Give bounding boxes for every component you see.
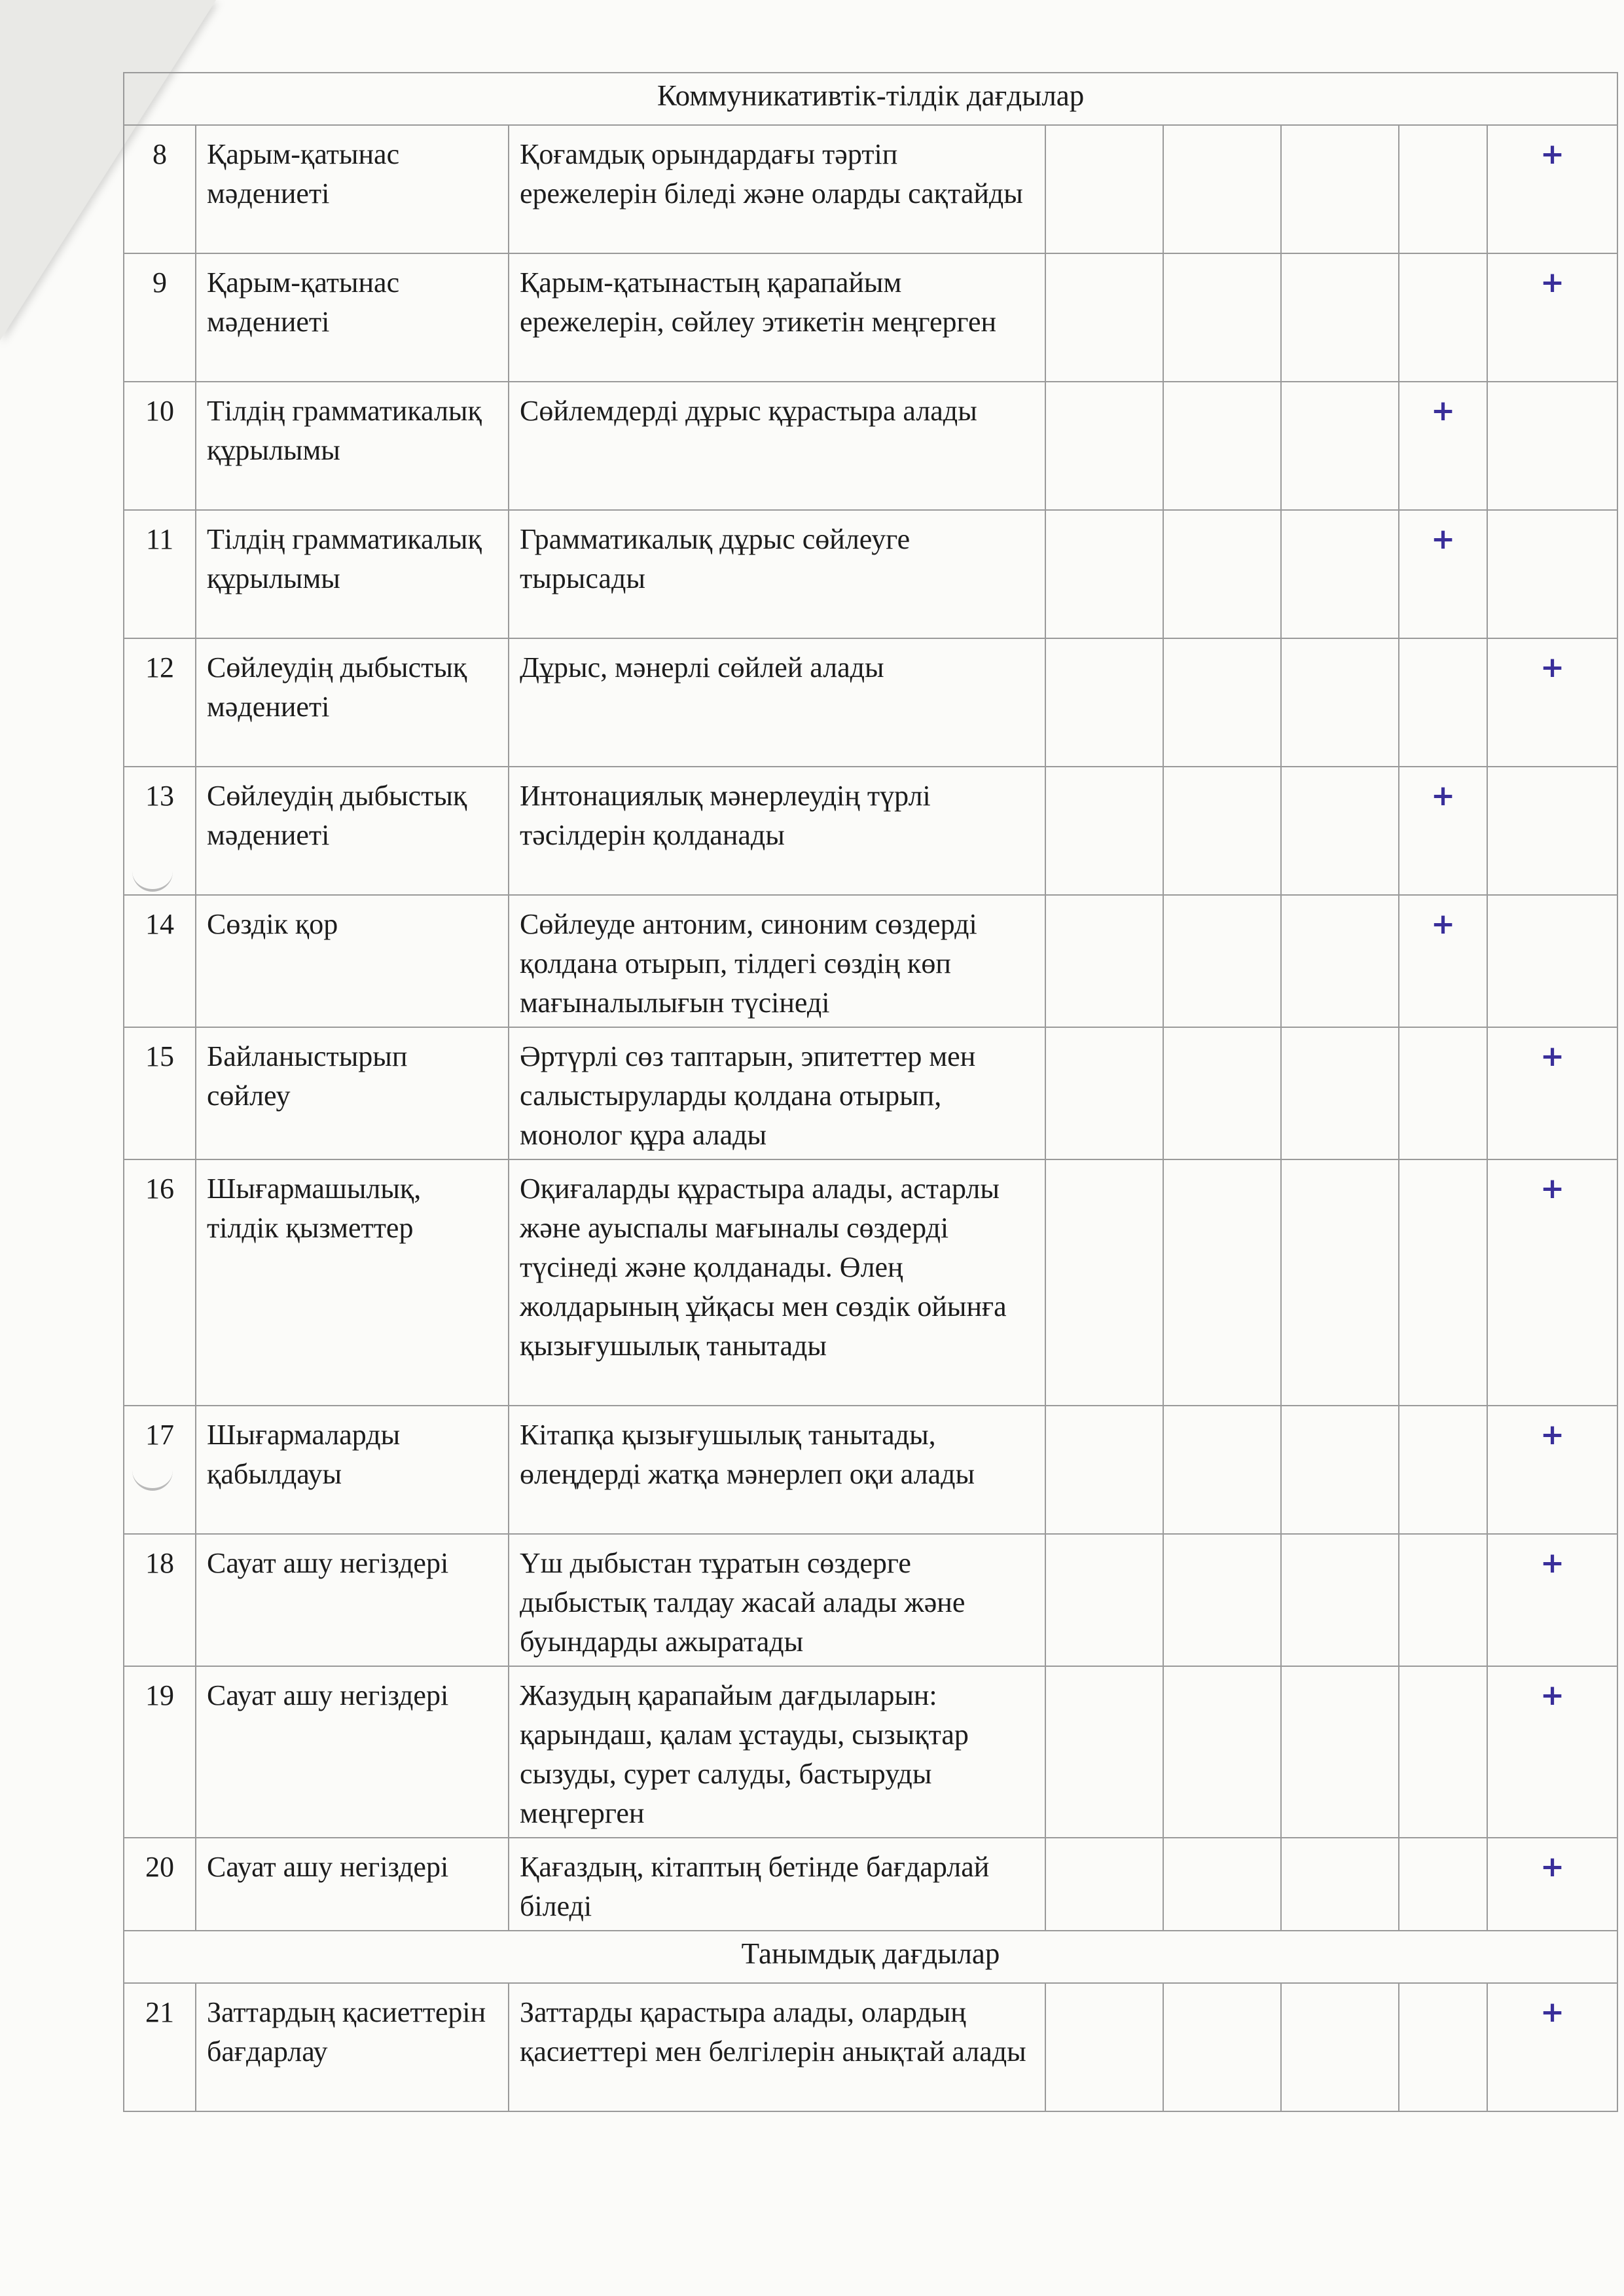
table-row	[124, 253, 1617, 382]
row-number: 9	[124, 253, 196, 382]
criterion-text: Қағаздың, кітаптың бетінде бағдарлай біледі	[509, 1838, 1045, 1931]
empty-level-cell	[1281, 1666, 1399, 1838]
table-row	[124, 895, 1617, 1027]
section-title: Коммуникативтік-тілдік дағдылар	[124, 73, 1617, 125]
row-number: 8	[124, 125, 196, 253]
empty-level-cell	[1399, 1159, 1487, 1406]
empty-level-cell	[1045, 1666, 1163, 1838]
skill-area: Тілдің грамматикалық құрылымы	[196, 382, 509, 510]
table-row	[124, 382, 1617, 510]
row-number: 19	[124, 1666, 196, 1838]
empty-level-cell	[1045, 1027, 1163, 1159]
skill-area: Қарым-қатынас мәдениеті	[196, 125, 509, 253]
empty-level-cell	[1487, 382, 1617, 510]
empty-level-cell	[1281, 1838, 1399, 1931]
empty-level-cell	[1163, 253, 1281, 382]
handwritten-plus-mark: +	[1487, 1534, 1617, 1666]
table-row	[124, 1406, 1617, 1534]
empty-level-cell	[1399, 638, 1487, 767]
skill-area: Сөздік қор	[196, 895, 509, 1027]
row-number: 13	[124, 767, 196, 895]
empty-level-cell	[1281, 895, 1399, 1027]
handwritten-plus-mark: +	[1487, 1983, 1617, 2111]
row-number: 14	[124, 895, 196, 1027]
criterion-text: Сөйлеуде антоним, синоним сөздерді қолдана отырып, тілдегі сөздің көп мағыналылығын түсінеді	[509, 895, 1045, 1027]
criterion-text: Әртүрлі сөз таптарын, эпитеттер мен салыстыруларды қолдана отырып, монолог құра алады	[509, 1027, 1045, 1159]
section-header-cognitive	[124, 1931, 1617, 1983]
empty-level-cell	[1281, 125, 1399, 253]
empty-level-cell	[1045, 125, 1163, 253]
empty-level-cell	[1163, 1159, 1281, 1406]
section-title: Танымдық дағдылар	[124, 1931, 1617, 1983]
handwritten-plus-mark: +	[1399, 767, 1487, 895]
skill-area: Қарым-қатынас мәдениеті	[196, 253, 509, 382]
criterion-text: Қарым-қатынастың қарапайым ережелерін, сөйлеу этикетін меңгерген	[509, 253, 1045, 382]
empty-level-cell	[1399, 1666, 1487, 1838]
empty-level-cell	[1045, 638, 1163, 767]
empty-level-cell	[1163, 1027, 1281, 1159]
row-number: 17	[124, 1406, 196, 1534]
handwritten-plus-mark: +	[1487, 1159, 1617, 1406]
table-row	[124, 1666, 1617, 1838]
section-header-communicative	[124, 73, 1617, 125]
empty-level-cell	[1163, 1666, 1281, 1838]
empty-level-cell	[1281, 1027, 1399, 1159]
table-row	[124, 125, 1617, 253]
row-number: 20	[124, 1838, 196, 1931]
criterion-text: Қоғамдық орындардағы тәртіп ережелерін біледі және оларды сақтайды	[509, 125, 1045, 253]
empty-level-cell	[1163, 1406, 1281, 1534]
empty-level-cell	[1163, 382, 1281, 510]
empty-level-cell	[1281, 1983, 1399, 2111]
handwritten-plus-mark: +	[1487, 253, 1617, 382]
empty-level-cell	[1163, 1838, 1281, 1931]
empty-level-cell	[1281, 510, 1399, 638]
skill-area: Шығармашылық, тілдік қызметтер	[196, 1159, 509, 1406]
empty-level-cell	[1045, 895, 1163, 1027]
empty-level-cell	[1045, 767, 1163, 895]
skill-area: Тілдің грамматикалық құрылымы	[196, 510, 509, 638]
empty-level-cell	[1045, 1406, 1163, 1534]
handwritten-plus-mark: +	[1487, 1027, 1617, 1159]
assessment-table	[123, 72, 1618, 2112]
empty-level-cell	[1045, 1159, 1163, 1406]
table-row	[124, 1534, 1617, 1666]
skill-area: Сауат ашу негіздері	[196, 1666, 509, 1838]
empty-level-cell	[1399, 1838, 1487, 1931]
empty-level-cell	[1045, 1838, 1163, 1931]
empty-level-cell	[1163, 638, 1281, 767]
empty-level-cell	[1163, 1534, 1281, 1666]
row-number: 15	[124, 1027, 196, 1159]
criterion-text: Кітапқа қызығушылық танытады, өлеңдерді жатқа мәнерлеп оқи алады	[509, 1406, 1045, 1534]
row-number: 10	[124, 382, 196, 510]
empty-level-cell	[1399, 253, 1487, 382]
handwritten-plus-mark: +	[1487, 125, 1617, 253]
empty-level-cell	[1163, 895, 1281, 1027]
handwritten-plus-mark: +	[1487, 1666, 1617, 1838]
empty-level-cell	[1281, 767, 1399, 895]
table-row	[124, 638, 1617, 767]
empty-level-cell	[1399, 1406, 1487, 1534]
empty-level-cell	[1281, 253, 1399, 382]
criterion-text: Грамматикалық дұрыс сөйлеуге тырысады	[509, 510, 1045, 638]
skill-area: Сауат ашу негіздері	[196, 1534, 509, 1666]
table-row	[124, 767, 1617, 895]
empty-level-cell	[1281, 1534, 1399, 1666]
handwritten-plus-mark: +	[1399, 382, 1487, 510]
empty-level-cell	[1399, 1027, 1487, 1159]
empty-level-cell	[1281, 638, 1399, 767]
empty-level-cell	[1163, 125, 1281, 253]
criterion-text: Заттарды қарастыра алады, олардың қасиеттері мен белгілерін анықтай алады	[509, 1983, 1045, 2111]
criterion-text: Интонациялық мәнерлеудің түрлі тәсілдерін қолданады	[509, 767, 1045, 895]
handwritten-plus-mark: +	[1487, 638, 1617, 767]
criterion-text: Оқиғаларды құрастыра алады, астарлы және ауыспалы мағыналы сөздерді түсінеді және қолданады. Өлең жолдарының ұйқасы мен сөздік ойынға қызығушылық танытады	[509, 1159, 1045, 1406]
skill-area: Сөйлеудің дыбыстық мәдениеті	[196, 638, 509, 767]
handwritten-plus-mark: +	[1399, 510, 1487, 638]
empty-level-cell	[1163, 1983, 1281, 2111]
row-number: 21	[124, 1983, 196, 2111]
empty-level-cell	[1045, 1534, 1163, 1666]
empty-level-cell	[1163, 510, 1281, 638]
skill-area: Шығармаларды қабылдауы	[196, 1406, 509, 1534]
criterion-text: Сөйлемдерді дұрыс құрастыра алады	[509, 382, 1045, 510]
empty-level-cell	[1045, 382, 1163, 510]
empty-level-cell	[1045, 1983, 1163, 2111]
empty-level-cell	[1399, 1983, 1487, 2111]
empty-level-cell	[1399, 125, 1487, 253]
skill-area: Сөйлеудің дыбыстық мәдениеті	[196, 767, 509, 895]
handwritten-plus-mark: +	[1487, 1838, 1617, 1931]
skill-area: Заттардың қасиеттерін бағдарлау	[196, 1983, 509, 2111]
empty-level-cell	[1163, 767, 1281, 895]
skill-area: Байланыстырып сөйлеу	[196, 1027, 509, 1159]
row-number: 12	[124, 638, 196, 767]
row-number: 18	[124, 1534, 196, 1666]
empty-level-cell	[1281, 382, 1399, 510]
criterion-text: Дұрыс, мәнерлі сөйлей алады	[509, 638, 1045, 767]
row-number: 11	[124, 510, 196, 638]
empty-level-cell	[1281, 1406, 1399, 1534]
empty-level-cell	[1399, 1534, 1487, 1666]
handwritten-plus-mark: +	[1487, 1406, 1617, 1534]
empty-level-cell	[1045, 510, 1163, 638]
table-row	[124, 510, 1617, 638]
empty-level-cell	[1487, 510, 1617, 638]
criterion-text: Үш дыбыстан тұратын сөздерге дыбыстық талдау жасай алады және буындарды ажыратады	[509, 1534, 1045, 1666]
table-row	[124, 1838, 1617, 1931]
empty-level-cell	[1487, 895, 1617, 1027]
empty-level-cell	[1045, 253, 1163, 382]
row-number: 16	[124, 1159, 196, 1406]
empty-level-cell	[1487, 767, 1617, 895]
criterion-text: Жазудың қарапайым дағдыларын: қарындаш, қалам ұстауды, сызықтар сызуды, сурет салуды, бастыруды меңгерген	[509, 1666, 1045, 1838]
table-row	[124, 1027, 1617, 1159]
table-row	[124, 1159, 1617, 1406]
handwritten-plus-mark: +	[1399, 895, 1487, 1027]
table-row	[124, 1983, 1617, 2111]
empty-level-cell	[1281, 1159, 1399, 1406]
skill-area: Сауат ашу негіздері	[196, 1838, 509, 1931]
